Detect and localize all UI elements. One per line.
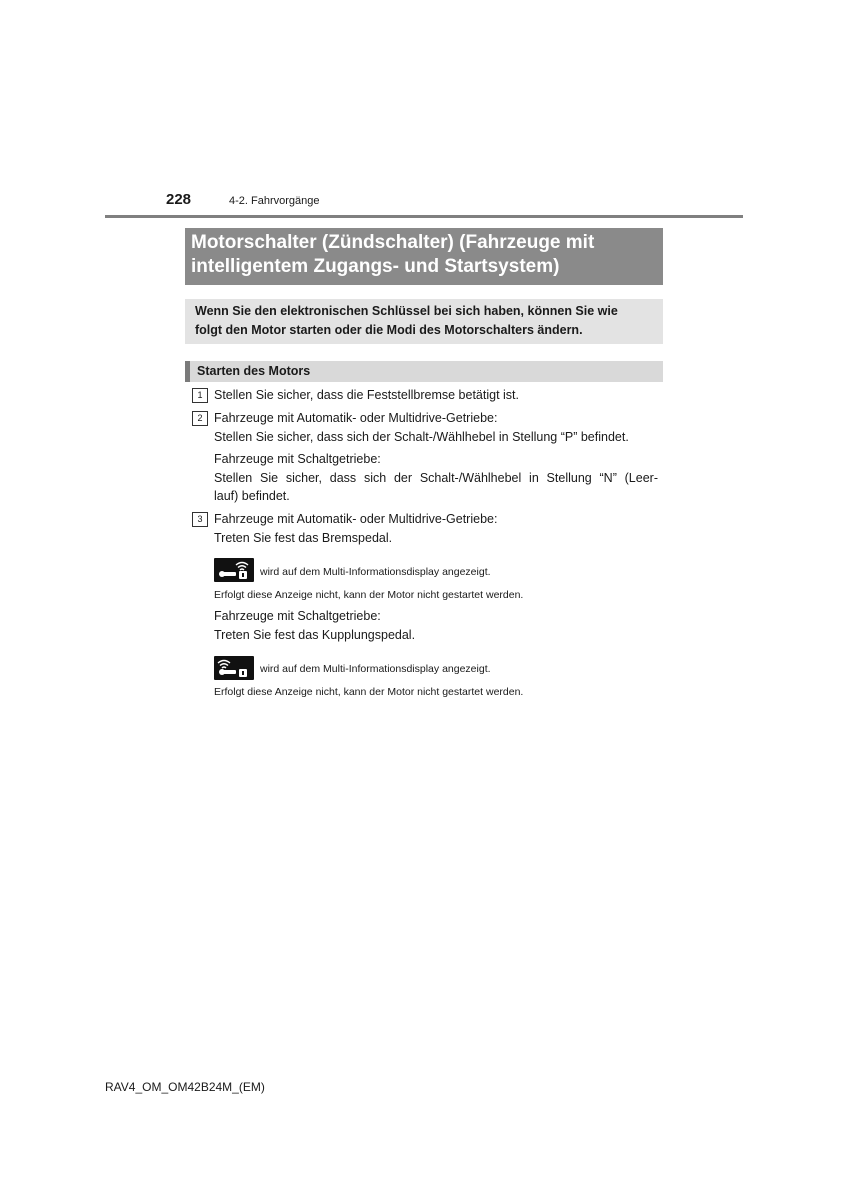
intro-box (185, 299, 663, 344)
step-2-line-1: Fahrzeuge mit Automatik- oder Multidrive-Getriebe: (214, 411, 498, 425)
step-2-line-2: Stellen Sie sicher, dass sich der Schalt-/Wählhebel in Stellung “P” befindet. (214, 430, 629, 444)
indicator-2-caption: wird auf dem Multi-Informationsdisplay angezeigt. (260, 663, 491, 675)
step-2-line-5: lauf) befindet. (214, 489, 290, 503)
intro-line-1: Wenn Sie den elektronischen Schlüssel bei sich haben, können Sie wie (195, 304, 618, 318)
step-number-3: 3 (192, 512, 208, 527)
brake-pedal-indicator-icon (214, 558, 254, 582)
step-3-line-1: Fahrzeuge mit Automatik- oder Multidrive-Getriebe: (214, 512, 498, 526)
step-2-line-4: Stellen Sie sicher, dass sich der Schalt-/Wählhebel in Stellung “N” (Leer- (214, 471, 658, 485)
document-code: RAV4_OM_OM42B24M_(EM) (105, 1080, 265, 1094)
step-2-line-3: Fahrzeuge mit Schaltgetriebe: (214, 452, 381, 466)
section-reference: 4-2. Fahrvorgänge (229, 195, 320, 207)
step-3-line-3: Fahrzeuge mit Schaltgetriebe: (214, 609, 381, 623)
step-number-1: 1 (192, 388, 208, 403)
clutch-pedal-indicator-icon (214, 656, 254, 680)
step-1-text: Stellen Sie sicher, dass die Feststellbremse betätigt ist. (214, 388, 520, 402)
subsection-heading: Starten des Motors (185, 361, 663, 382)
step-number-2: 2 (192, 411, 208, 426)
intro-line-2: folgt den Motor starten oder die Modi des Motorschalters ändern. (195, 323, 583, 337)
indicator-1-caption: wird auf dem Multi-Informationsdisplay angezeigt. (260, 566, 491, 578)
indicator-2-warning: Erfolgt diese Anzeige nicht, kann der Motor nicht gestartet werden. (214, 686, 524, 698)
section-title-line-2: intelligentem Zugangs- und Startsystem) (191, 256, 560, 277)
indicator-1-warning: Erfolgt diese Anzeige nicht, kann der Motor nicht gestartet werden. (214, 589, 524, 601)
section-title-line-1: Motorschalter (Zündschalter) (Fahrzeuge mit (191, 232, 595, 253)
section-title (185, 228, 663, 285)
step-3-line-2: Treten Sie fest das Bremspedal. (214, 531, 393, 545)
page-number: 228 (166, 191, 192, 208)
header-rule (105, 215, 743, 218)
step-3-line-4: Treten Sie fest das Kupplungspedal. (214, 628, 416, 642)
